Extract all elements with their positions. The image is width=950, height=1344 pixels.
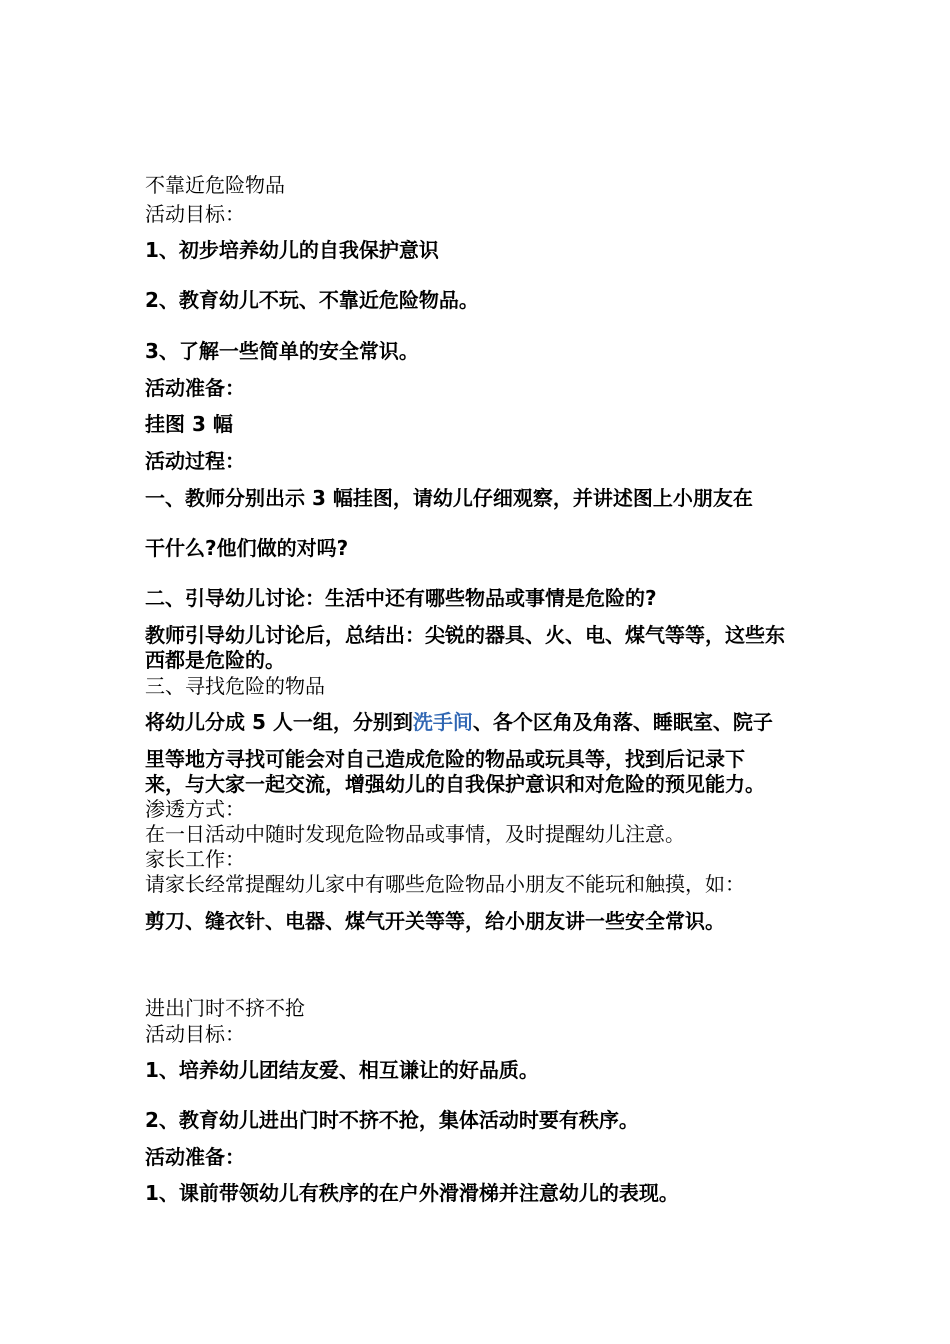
section1-step3: 三、寻找危险的物品 <box>145 674 325 698</box>
group-text-prefix: 将幼儿分成 5 人一组，分别到 <box>145 710 413 734</box>
section1-summary-line2: 西都是危险的。 <box>145 648 285 672</box>
section2-title: 进出门时不挤不抢 <box>145 996 305 1020</box>
section2-prep-heading: 活动准备： <box>145 1145 245 1169</box>
section1-title: 不靠近危险物品 <box>145 173 285 197</box>
group-text-suffix: 、各个区角及角落、睡眠室、院子 <box>472 710 773 734</box>
section2-goals-heading: 活动目标： <box>145 1022 245 1046</box>
section1-process-heading: 活动过程： <box>145 449 245 473</box>
section1-method-text: 在一日活动中随时发现危险物品或事情，及时提醒幼儿注意。 <box>145 822 685 846</box>
section2-prep-item: 1、课前带领幼儿有秩序的在户外滑滑梯并注意幼儿的表现。 <box>145 1181 679 1205</box>
section1-prep-heading: 活动准备： <box>145 376 245 400</box>
section1-goal-3: 3、了解一些简单的安全常识。 <box>145 339 419 363</box>
section2-goal-2: 2、教育幼儿进出门时不挤不抢，集体活动时要有秩序。 <box>145 1108 639 1132</box>
section1-step2: 二、引导幼儿讨论：生活中还有哪些物品或事情是危险的? <box>145 586 657 610</box>
section1-step1-line1: 一、教师分别出示 3 幅挂图，请幼儿仔细观察，并讲述图上小朋友在 <box>145 486 753 510</box>
section1-group-line1 <box>145 710 773 734</box>
section1-goal-1: 1、初步培养幼儿的自我保护意识 <box>145 238 439 262</box>
section1-method-heading: 渗透方式： <box>145 797 245 821</box>
section1-group-line2: 里等地方寻找可能会对自己造成危险的物品或玩具等，找到后记录下 <box>145 747 745 771</box>
washroom-link[interactable]: 洗手间 <box>412 710 473 734</box>
section1-parent-heading: 家长工作： <box>145 847 245 871</box>
section1-parent-line1: 请家长经常提醒幼儿家中有哪些危险物品小朋友不能玩和触摸，如： <box>145 872 745 896</box>
section1-step1-line2: 干什么?他们做的对吗? <box>145 536 349 560</box>
section1-group-line3: 来，与大家一起交流，增强幼儿的自我保护意识和对危险的预见能力。 <box>145 772 765 796</box>
section1-prep-item: 挂图 3 幅 <box>145 412 233 436</box>
section2-goal-1: 1、培养幼儿团结友爱、相互谦让的好品质。 <box>145 1058 539 1082</box>
section1-goals-heading: 活动目标： <box>145 202 245 226</box>
section1-parent-line2: 剪刀、缝衣针、电器、煤气开关等等，给小朋友讲一些安全常识。 <box>145 909 725 933</box>
section1-summary-line1: 教师引导幼儿讨论后，总结出：尖锐的器具、火、电、煤气等等，这些东 <box>145 623 785 647</box>
section1-goal-2: 2、教育幼儿不玩、不靠近危险物品。 <box>145 288 479 312</box>
